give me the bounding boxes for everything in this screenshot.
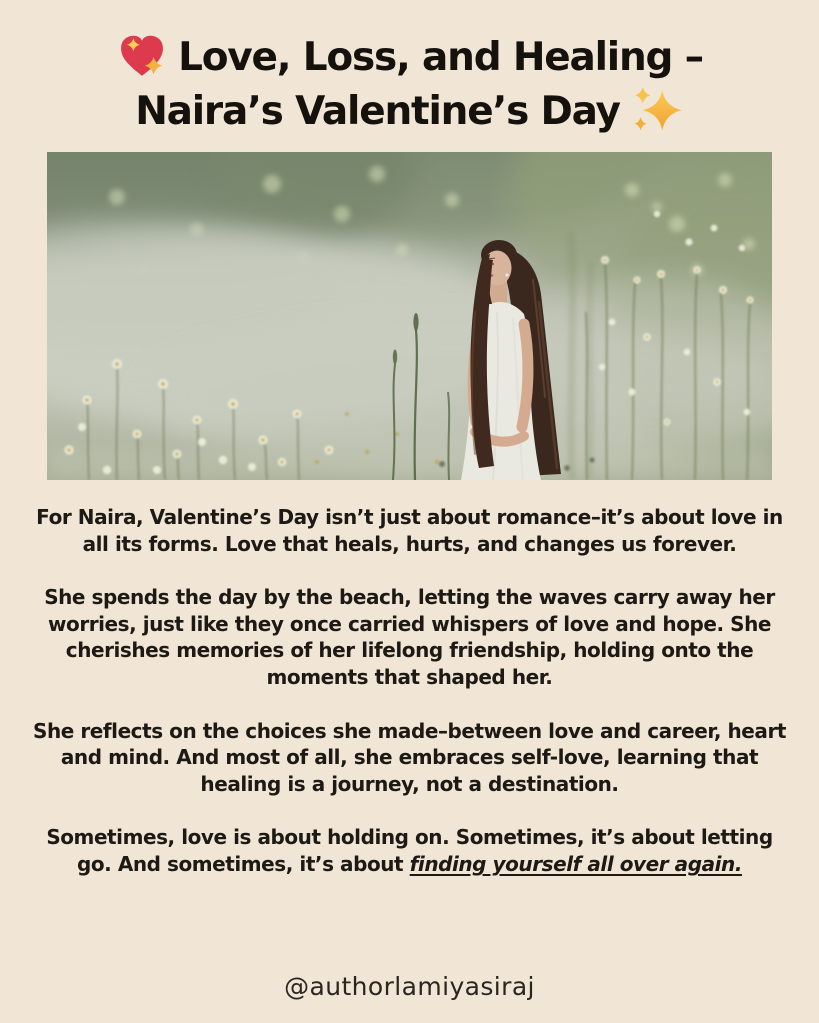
author-handle: @authorlamiyasiraj xyxy=(284,972,535,1001)
story-paragraph-1: For Naira, Valentine’s Day isn’t just about romance–it’s about love in all its forms. Love that heals, hurts, and changes us forever. xyxy=(36,505,783,556)
emphasized-text: finding yourself all over again. xyxy=(409,851,742,876)
story-paragraph-4-plain: Sometimes, love is about holding on. Sometimes, it’s about letting go. And sometimes, it’s about xyxy=(46,825,773,876)
footer xyxy=(284,972,535,1001)
story-photo xyxy=(47,152,772,480)
title-block xyxy=(116,30,703,138)
title-text-line2: Naira’s Valentine’s Day xyxy=(135,88,620,134)
sparkling-heart-icon xyxy=(116,31,168,83)
story-text xyxy=(30,504,790,878)
story-paragraph-3: She reflects on the choices she made–between love and career, heart and mind. And most of all, she embraces self-love, learning that healing is a journey, not a destination. xyxy=(33,718,786,796)
sparkles-icon xyxy=(630,84,684,138)
title-line-2 xyxy=(116,84,703,138)
story-paragraph-2: She spends the day by the beach, letting the waves carry away her worries, just like they once carried whispers of love and hope. She cherishes memories of her lifelong friendship, holding onto the moments that shaped her. xyxy=(44,585,775,689)
title-line-1 xyxy=(116,30,703,84)
title-text-line1: Love, Loss, and Healing – xyxy=(178,34,703,80)
story-paragraph-4 xyxy=(30,824,790,877)
